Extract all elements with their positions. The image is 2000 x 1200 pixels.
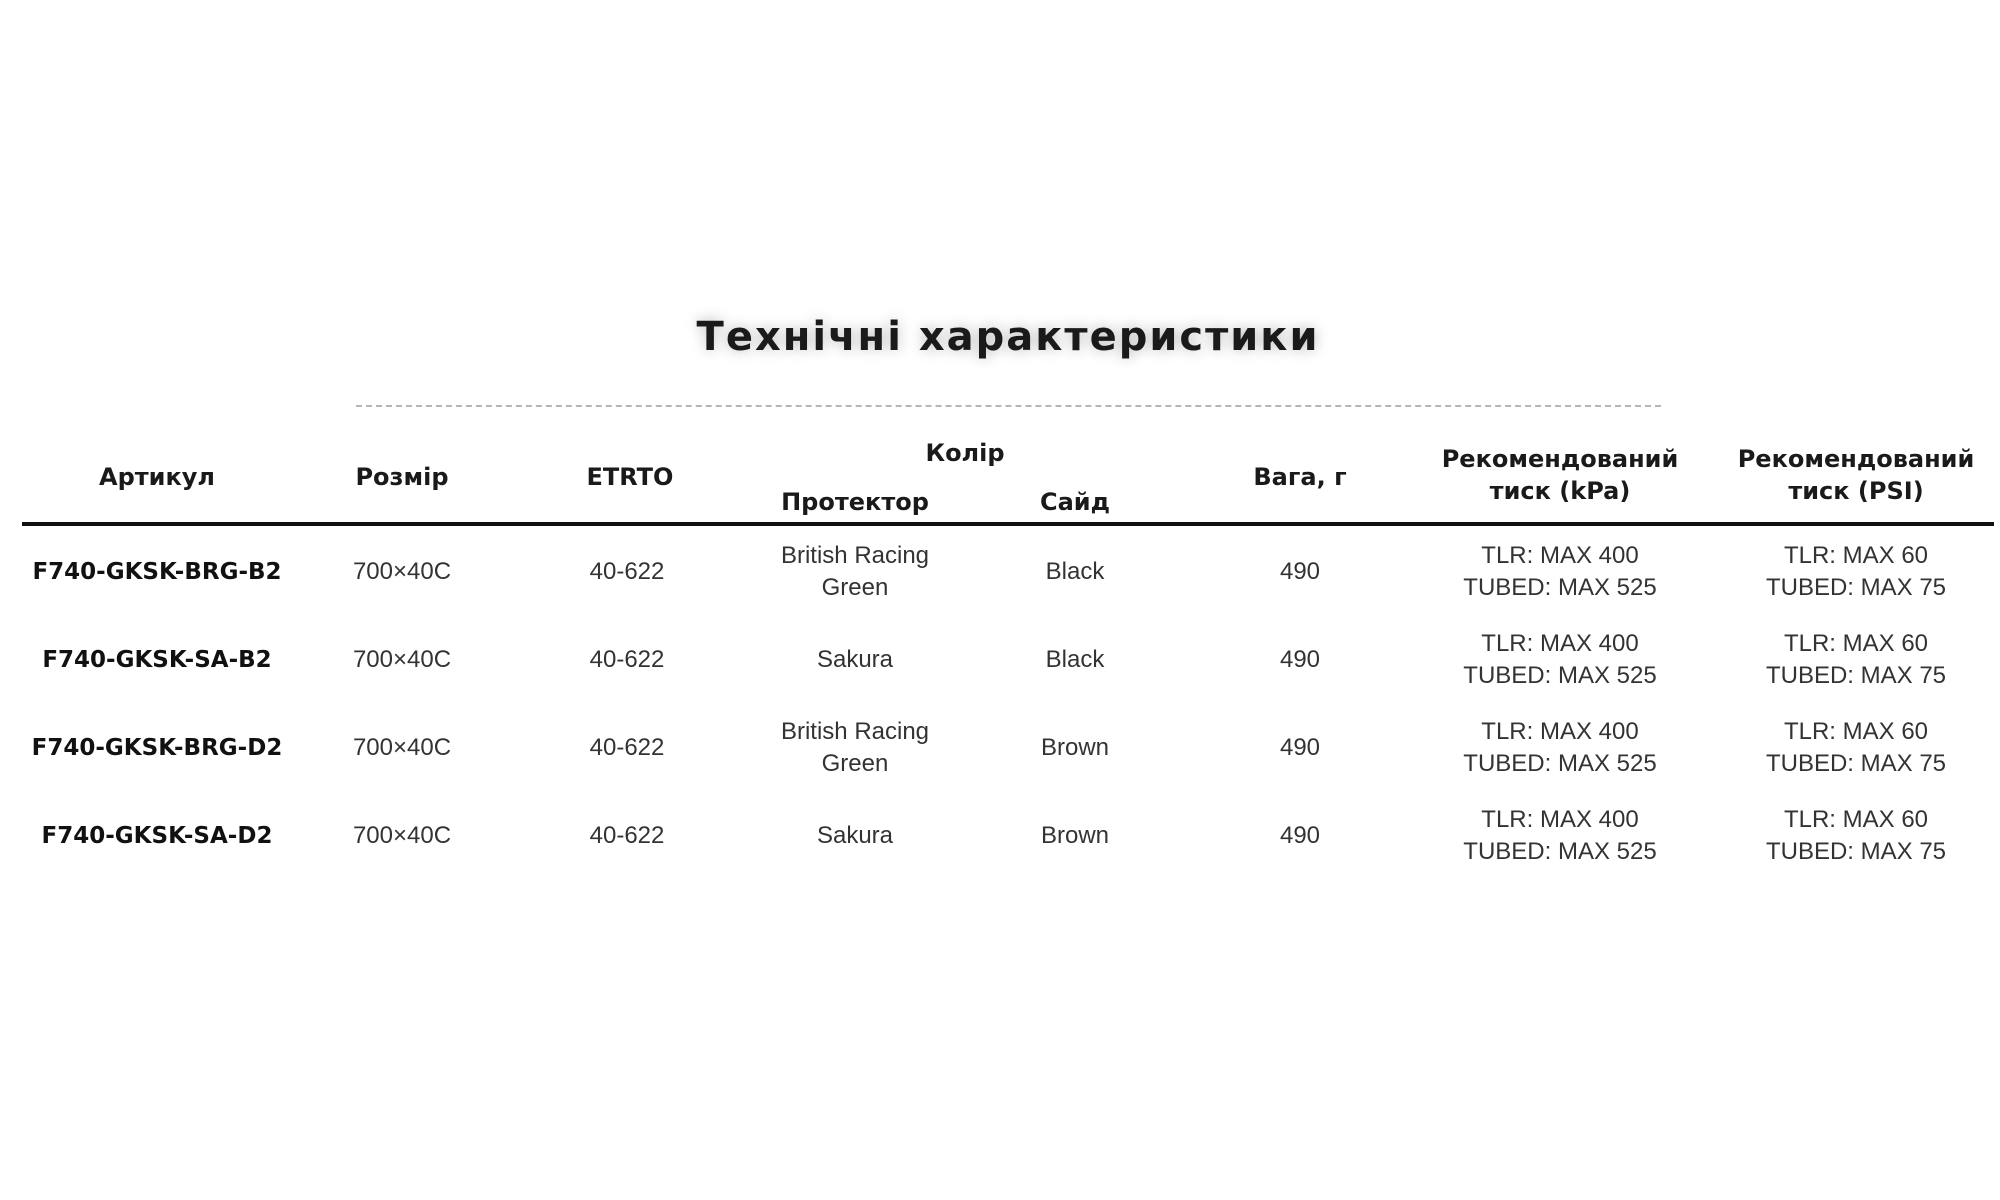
cell-tread [740, 792, 970, 880]
header-pressure-psi [1716, 443, 1996, 507]
header-size: Розмір [355, 463, 449, 491]
cell-weight: 490 [1279, 734, 1321, 761]
cell-pressure-kpa [1410, 704, 1710, 792]
table-row [0, 616, 2000, 704]
cell-etrto: 40-622 [589, 822, 665, 849]
cell-psi-line2: TUBED: MAX 75 [1765, 838, 1947, 865]
cell-side: Black [1045, 558, 1105, 585]
cell-side: Brown [1040, 822, 1110, 849]
header-pressure-psi-line1: Рекомендований [1737, 445, 1975, 473]
cell-psi-line1: TLR: MAX 60 [1783, 630, 1929, 657]
header-pressure-psi-line2: тиск (PSI) [1788, 477, 1924, 505]
table-row [0, 704, 2000, 792]
cell-article: F740-GKSK-BRG-B2 [32, 559, 282, 585]
cell-side: Brown [1040, 734, 1110, 761]
cell-size: 700×40C [352, 558, 452, 585]
cell-tread-line1: British Racing [780, 542, 930, 569]
cell-pressure-kpa [1410, 616, 1710, 704]
cell-psi-line1: TLR: MAX 60 [1783, 542, 1929, 569]
cell-psi-line2: TUBED: MAX 75 [1765, 662, 1947, 689]
cell-psi-line1: TLR: MAX 60 [1783, 806, 1929, 833]
cell-size: 700×40C [352, 822, 452, 849]
header-tread: Протектор [781, 488, 929, 516]
cell-weight: 490 [1279, 646, 1321, 673]
cell-tread [740, 528, 970, 616]
cell-psi-line1: TLR: MAX 60 [1783, 718, 1929, 745]
cell-pressure-psi [1716, 792, 1996, 880]
cell-tread-line2: Green [821, 574, 889, 601]
cell-kpa-line1: TLR: MAX 400 [1481, 542, 1639, 569]
cell-kpa-line2: TUBED: MAX 525 [1463, 662, 1657, 689]
cell-article: F740-GKSK-SA-B2 [42, 647, 272, 673]
cell-psi-line2: TUBED: MAX 75 [1765, 574, 1947, 601]
header-pressure-kpa [1410, 443, 1710, 507]
cell-weight: 490 [1279, 822, 1321, 849]
cell-size: 700×40C [352, 646, 452, 673]
cell-weight: 490 [1279, 558, 1321, 585]
cell-tread [740, 616, 970, 704]
cell-pressure-psi [1716, 616, 1996, 704]
cell-tread-line1: Sakura [816, 646, 894, 673]
cell-article: F740-GKSK-BRG-D2 [31, 735, 283, 761]
cell-size: 700×40C [352, 734, 452, 761]
header-side: Сайд [1039, 488, 1110, 516]
cell-psi-line2: TUBED: MAX 75 [1765, 750, 1947, 777]
cell-etrto: 40-622 [589, 646, 665, 673]
header-weight: Вага, г [1253, 463, 1347, 491]
cell-kpa-line2: TUBED: MAX 525 [1463, 750, 1657, 777]
cell-pressure-kpa [1410, 792, 1710, 880]
page-title: Технічні характеристики [696, 314, 1320, 360]
cell-kpa-line1: TLR: MAX 400 [1481, 630, 1639, 657]
table-row [0, 528, 2000, 616]
cell-pressure-psi [1716, 704, 1996, 792]
cell-etrto: 40-622 [589, 558, 665, 585]
table-row [0, 792, 2000, 880]
cell-tread-line1: Sakura [816, 822, 894, 849]
header-pressure-kpa-line1: Рекомендований [1441, 445, 1679, 473]
cell-kpa-line2: TUBED: MAX 525 [1463, 838, 1657, 865]
title-divider [356, 405, 1661, 407]
cell-kpa-line1: TLR: MAX 400 [1481, 718, 1639, 745]
header-color: Колір [925, 439, 1005, 467]
cell-kpa-line2: TUBED: MAX 525 [1463, 574, 1657, 601]
cell-tread-line1: British Racing [780, 718, 930, 745]
cell-article: F740-GKSK-SA-D2 [41, 823, 273, 849]
cell-side: Black [1045, 646, 1105, 673]
header-etrto: ETRTO [586, 463, 674, 491]
header-pressure-kpa-line2: тиск (kPa) [1489, 477, 1631, 505]
cell-pressure-kpa [1410, 528, 1710, 616]
header-article: Артикул [99, 463, 215, 491]
cell-tread-line2: Green [821, 750, 889, 777]
cell-kpa-line1: TLR: MAX 400 [1481, 806, 1639, 833]
header-rule [22, 522, 1994, 526]
cell-etrto: 40-622 [589, 734, 665, 761]
cell-pressure-psi [1716, 528, 1996, 616]
cell-tread [740, 704, 970, 792]
